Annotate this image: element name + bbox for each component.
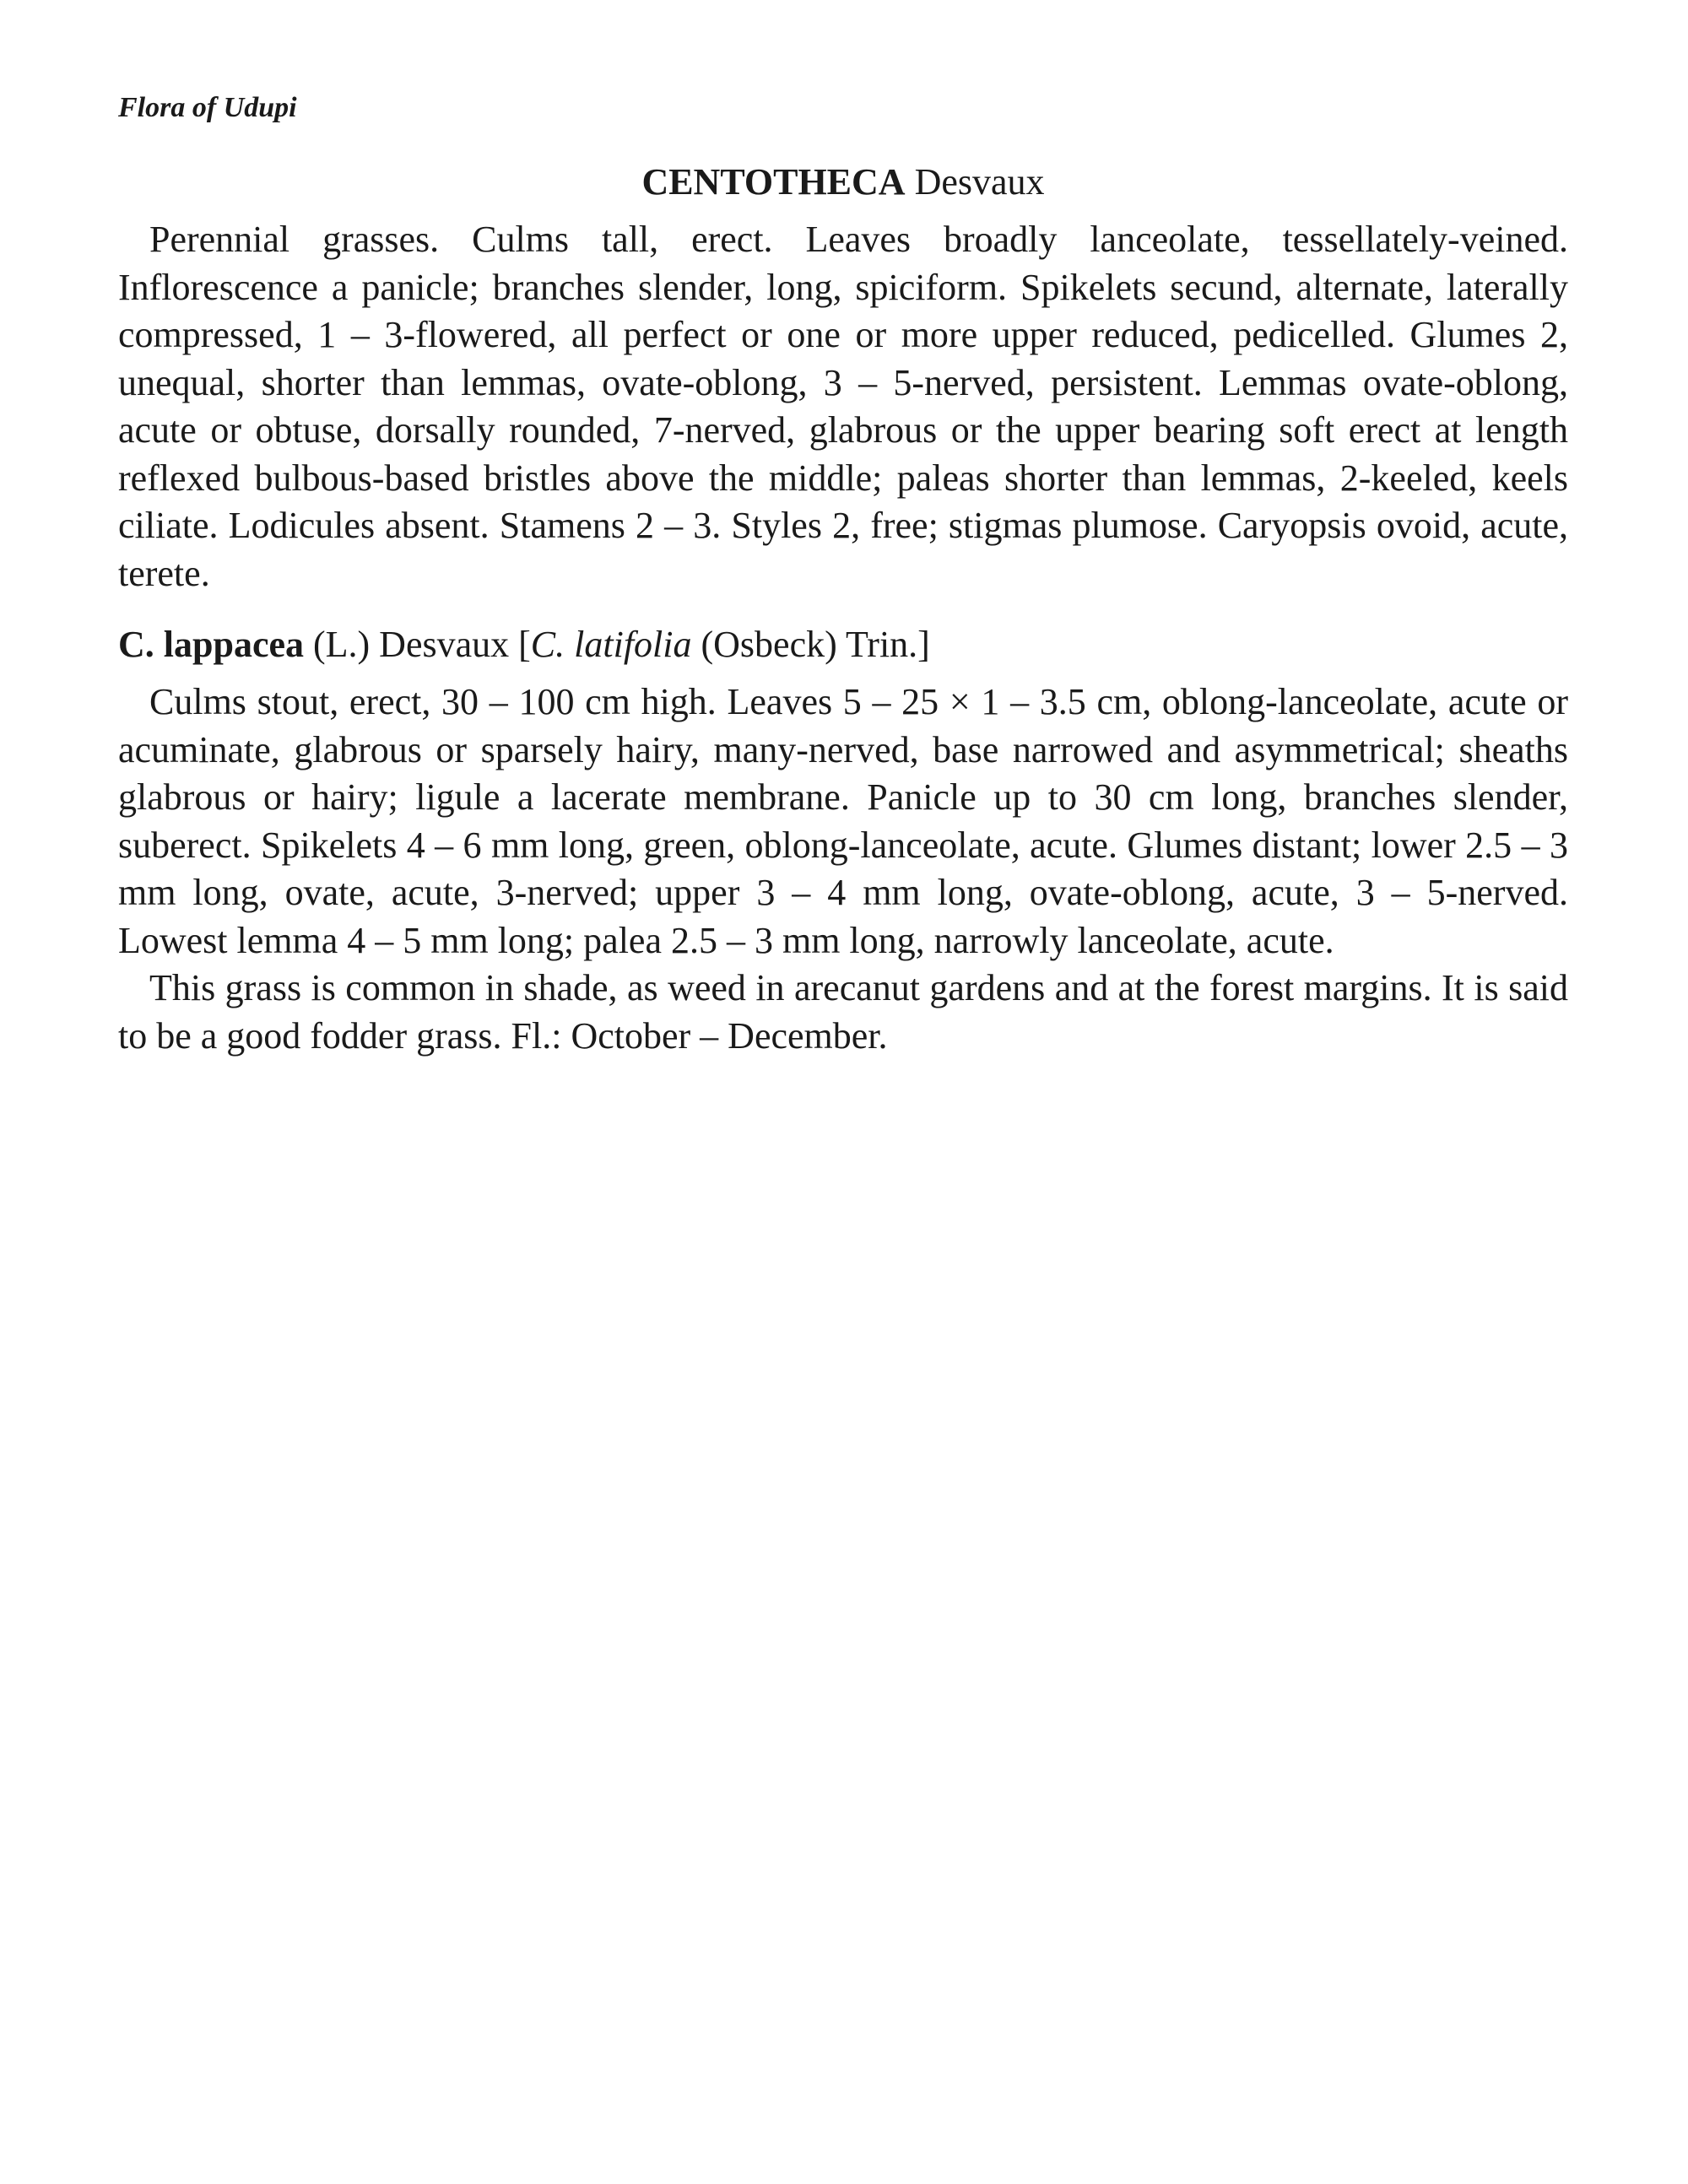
synonym-bracket-open: [ [518, 624, 531, 665]
genus-author: Desvaux [914, 161, 1045, 203]
species-name: C. lappacea [118, 624, 304, 665]
species-author: (L.) Desvaux [313, 624, 510, 665]
synonym-name: C. latifolia [530, 624, 692, 665]
species-description: Culms stout, erect, 30 – 100 cm high. Leaves 5 – 25 × 1 – 3.5 cm, oblong-lanceolate, acute or acuminate, glabrous or sparsely hairy, many-nerved, base narrowed and asymmetrical; sheaths glabrous or hairy; ligule a lacerate membrane. Panicle up to 30 cm long, branches slender, suberect. Spikelets 4 – 6 mm long, green, oblong-lanceolate, acute. Glumes distant; lower 2.5 – 3 mm long, ovate, acute, 3-nerved; upper 3 – 4 mm long, ovate-oblong, acute, 3 – 5-nerved. Lowest lemma 4 – 5 mm long; palea 2.5 – 3 mm long, narrowly lanceolate, acute. [118, 681, 1568, 961]
genus-heading [118, 160, 1568, 204]
synonym-author: (Osbeck) Trin.] [701, 624, 930, 665]
genus-name: CENTOTHECA [641, 161, 906, 203]
species-heading [118, 623, 1568, 667]
genus-description: Perennial grasses. Culms tall, erect. Leaves broadly lanceolate, tessellately-veined. Inflorescence a panicle; branches slender, long, spiciform. Spikelets secund, alternate, laterally compressed, 1 – 3-flowered, all perfect or one or more upper reduced, pedicelled. Glumes 2, unequal, shorter than lemmas, ovate-oblong, 3 – 5-nerved, persistent. Lemmas ovate-oblong, acute or obtuse, dorsally rounded, 7-nerved, glabrous or the upper bearing soft erect at length reflexed bulbous-based bristles above the middle; paleas shorter than lemmas, 2-keeled, keels ciliate. Lodicules absent. Stamens 2 – 3. Styles 2, free; stigmas plumose. Caryopsis ovoid, acute, terete. [118, 219, 1568, 594]
species-notes: This grass is common in shade, as weed in arecanut gardens and at the forest margins. It is said to be a good fodder grass. Fl.: October – December. [118, 967, 1568, 1057]
document-page [118, 91, 1568, 1060]
running-head: Flora of Udupi [118, 92, 297, 123]
